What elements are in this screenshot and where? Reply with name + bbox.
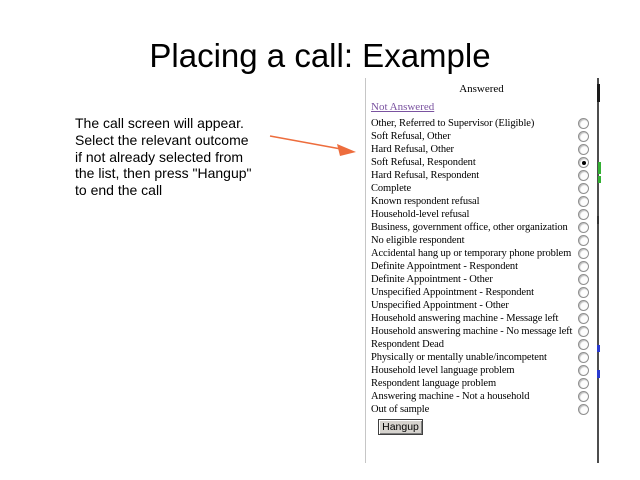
edge-artifact bbox=[597, 84, 600, 102]
radio-button[interactable] bbox=[578, 313, 589, 324]
radio-button[interactable] bbox=[578, 131, 589, 142]
outcome-row bbox=[366, 208, 597, 221]
radio-button[interactable] bbox=[578, 248, 589, 259]
edge-artifact bbox=[598, 162, 601, 174]
radio-button[interactable] bbox=[578, 339, 589, 350]
outcome-row bbox=[366, 377, 597, 390]
radio-button[interactable] bbox=[578, 326, 589, 337]
outcome-label: Household level language problem bbox=[371, 365, 515, 376]
instruction-line: Select the relevant outcome bbox=[75, 131, 249, 148]
outcome-label: Respondent Dead bbox=[371, 339, 444, 350]
outcome-label: Accidental hang up or temporary phone problem bbox=[371, 248, 572, 259]
radio-button-selected[interactable] bbox=[578, 157, 589, 168]
outcome-row bbox=[366, 273, 597, 286]
edge-artifact bbox=[597, 345, 600, 352]
not-answered-link[interactable]: Not Answered bbox=[371, 101, 435, 113]
outcome-row bbox=[366, 364, 597, 377]
radio-button[interactable] bbox=[578, 118, 589, 129]
radio-button[interactable] bbox=[578, 196, 589, 207]
outcome-row bbox=[366, 195, 597, 208]
radio-button[interactable] bbox=[578, 300, 589, 311]
instruction-line: if not already selected from bbox=[75, 148, 244, 165]
radio-button[interactable] bbox=[578, 404, 589, 415]
slide-title: Placing a call: Example bbox=[149, 37, 491, 74]
outcome-label: Out of sample bbox=[371, 404, 430, 415]
edge-artifact bbox=[597, 370, 600, 378]
radio-button[interactable] bbox=[578, 378, 589, 389]
outcome-label: Unspecified Appointment - Respondent bbox=[371, 287, 534, 298]
outcome-row bbox=[366, 169, 597, 182]
outcome-label: No eligible respondent bbox=[371, 235, 465, 246]
outcome-label: Business, government office, other organization bbox=[371, 222, 568, 233]
radio-button[interactable] bbox=[578, 235, 589, 246]
outcome-label: Complete bbox=[371, 183, 412, 194]
outcome-label: Respondent language problem bbox=[371, 378, 497, 389]
instruction-line: The call screen will appear. bbox=[75, 115, 244, 131]
outcome-label: Definite Appointment - Respondent bbox=[371, 261, 518, 272]
radio-button[interactable] bbox=[578, 183, 589, 194]
outcome-label: Unspecified Appointment - Other bbox=[371, 300, 509, 311]
radio-button[interactable] bbox=[578, 209, 589, 220]
outcome-label: Soft Refusal, Other bbox=[371, 131, 451, 142]
call-outcome-panel bbox=[365, 78, 599, 463]
radio-button[interactable] bbox=[578, 170, 589, 181]
outcome-row bbox=[366, 247, 597, 260]
radio-button[interactable] bbox=[578, 352, 589, 363]
outcome-row bbox=[366, 325, 597, 338]
radio-button[interactable] bbox=[578, 222, 589, 233]
outcome-label: Definite Appointment - Other bbox=[371, 274, 493, 285]
outcome-label: Other, Referred to Supervisor (Eligible) bbox=[371, 118, 535, 129]
radio-button[interactable] bbox=[578, 287, 589, 298]
radio-button[interactable] bbox=[578, 365, 589, 376]
radio-button[interactable] bbox=[578, 261, 589, 272]
edge-artifact bbox=[598, 176, 601, 183]
outcome-label: Answering machine - Not a household bbox=[371, 391, 530, 402]
outcome-row bbox=[366, 338, 597, 351]
edge-artifact bbox=[597, 216, 599, 224]
outcome-row bbox=[366, 234, 597, 247]
outcome-row bbox=[366, 312, 597, 325]
pointer-arrow bbox=[268, 131, 362, 159]
radio-button[interactable] bbox=[578, 274, 589, 285]
outcome-row bbox=[366, 260, 597, 273]
outcome-row bbox=[366, 351, 597, 364]
outcome-row bbox=[366, 286, 597, 299]
radio-button[interactable] bbox=[578, 144, 589, 155]
outcome-row bbox=[366, 182, 597, 195]
instruction-text bbox=[75, 115, 251, 199]
outcome-row bbox=[366, 143, 597, 156]
outcome-row bbox=[366, 130, 597, 143]
outcome-label: Household-level refusal bbox=[371, 209, 470, 220]
instruction-line: the list, then press "Hangup" bbox=[75, 165, 252, 182]
outcome-row bbox=[366, 221, 597, 234]
outcome-row bbox=[366, 117, 597, 130]
outcome-label: Known respondent refusal bbox=[371, 196, 480, 207]
hangup-button[interactable]: Hangup bbox=[378, 419, 423, 435]
radio-button[interactable] bbox=[578, 391, 589, 402]
outcome-label: Hard Refusal, Respondent bbox=[371, 170, 480, 181]
outcome-label: Soft Refusal, Respondent bbox=[371, 157, 476, 168]
outcome-row bbox=[366, 403, 597, 416]
outcome-label: Household answering machine - No message left bbox=[371, 326, 573, 337]
outcome-row bbox=[366, 390, 597, 403]
outcome-row bbox=[366, 156, 597, 169]
outcome-label: Hard Refusal, Other bbox=[371, 144, 454, 155]
outcome-list bbox=[366, 117, 597, 416]
instruction-line: to end the call bbox=[75, 182, 163, 199]
outcome-label: Household answering machine - Message left bbox=[371, 313, 559, 324]
outcome-label: Physically or mentally unable/incompetent bbox=[371, 352, 547, 363]
outcome-row bbox=[366, 299, 597, 312]
answered-header: Answered bbox=[459, 83, 504, 95]
